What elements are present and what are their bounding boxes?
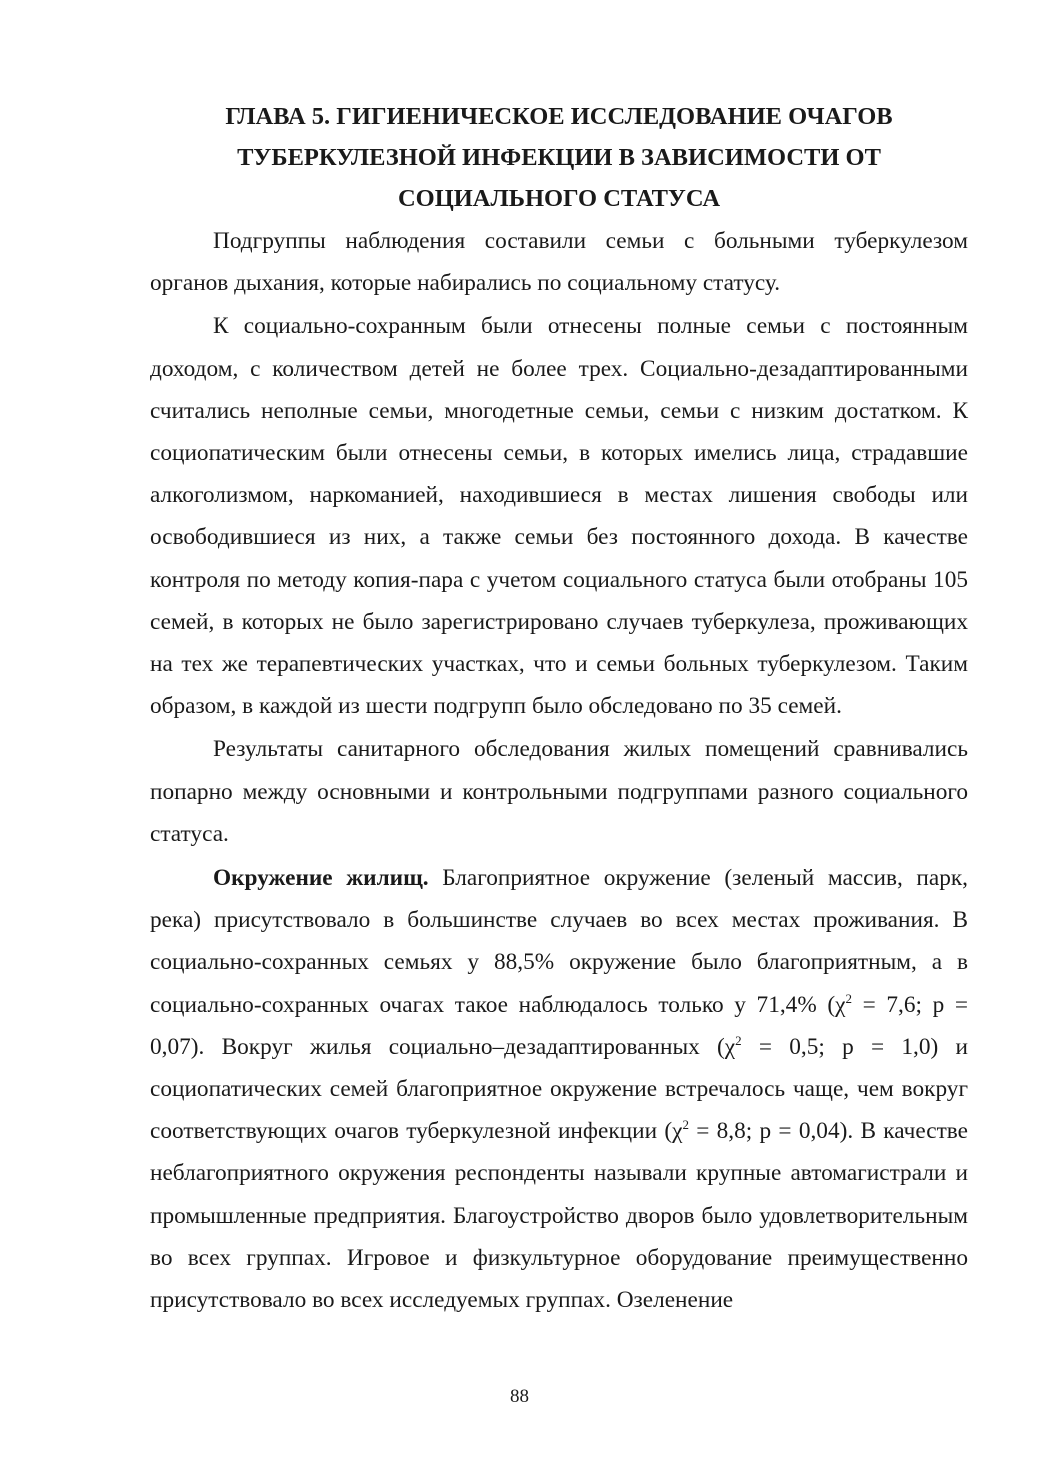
chapter-title bbox=[150, 96, 968, 219]
superscript: 2 bbox=[682, 1117, 689, 1133]
chapter-title-line-2: ТУБЕРКУЛЕЗНОЙ ИНФЕКЦИИ В ЗАВИСИМОСТИ ОТ bbox=[237, 144, 881, 171]
paragraph-text: = 8,8; p = 0,04). В качестве неблагоприятного окружения респонденты называли крупные автомагистрали и промышленные предприятия. Благоустройство дворов было удовлетворительным во всех группах. Игровое и физкультурное оборудование преимущественно присутствовало во всех исследуемых группах. Озеленение bbox=[150, 1118, 969, 1314]
paragraph-subgroups: Подгруппы наблюдения составили семьи с больными туберкулезом органов дыхания, которые набирались по социальному статусу. bbox=[150, 228, 968, 297]
chapter-title-line-3: СОЦИАЛЬНОГО СТАТУСА bbox=[397, 185, 721, 212]
paragraph-text: = 0,5; p = 1,0) и социопатических семей благоприятное окружение встречалось чаще, чем вокруг соответствующих очагов туберкулезной инфекции (χ bbox=[150, 1033, 969, 1145]
superscript: 2 bbox=[845, 990, 852, 1006]
paragraph-results: Результаты санитарного обследования жилых помещений сравнивались попарно между основными и контрольными подгруппами разного социального статуса. bbox=[150, 736, 968, 847]
superscript: 2 bbox=[735, 1033, 742, 1049]
chapter-title-line-1: ГЛАВА 5. ГИГИЕНИЧЕСКОЕ ИССЛЕДОВАНИЕ ОЧАГОВ bbox=[225, 103, 893, 130]
page-body bbox=[150, 96, 968, 1321]
section-lead-heading: Окружение жилищ. bbox=[213, 865, 429, 892]
paragraph-social-status: К социально-сохранным были отнесены полные семьи с постоянным доходом, с количеством детей не более трех. Социально-дезадаптированными считались неполные семьи, многодетные семьи, семьи с низким достатком. К социопатическим были отнесены семьи, в которых имелись лица, страдавшие алкоголизмом, наркоманией, находившиеся в местах лишения свободы или освободившиеся из них, а также семьи без постоянного дохода. В качестве контроля по методу копия-пара с учетом социального статуса были отобраны 105 семей, в которых не было зарегистрировано случаев туберкулеза, проживающих на тех же терапевтических участках, что и семьи больных туберкулезом. Таким образом, в каждой из шести подгрупп было обследовано по 35 семей. bbox=[150, 313, 968, 720]
paragraph-text: Благоприятное окружение (зеленый массив, парк, река) присутствовало в большинстве случаев во всех местах проживания. В социально-сохранных семьях у 88,5% окружение было благоприятным, а в социально-сохранных очагах такое наблюдалось только у 71,4% (χ bbox=[150, 865, 968, 1018]
paragraph-housing-surroundings bbox=[150, 857, 968, 1321]
paragraph-text: = 7,6; p = 0,07). Вокруг жилья социально–дезадаптированных (χ bbox=[150, 991, 968, 1060]
page-number: 88 bbox=[510, 1386, 529, 1407]
